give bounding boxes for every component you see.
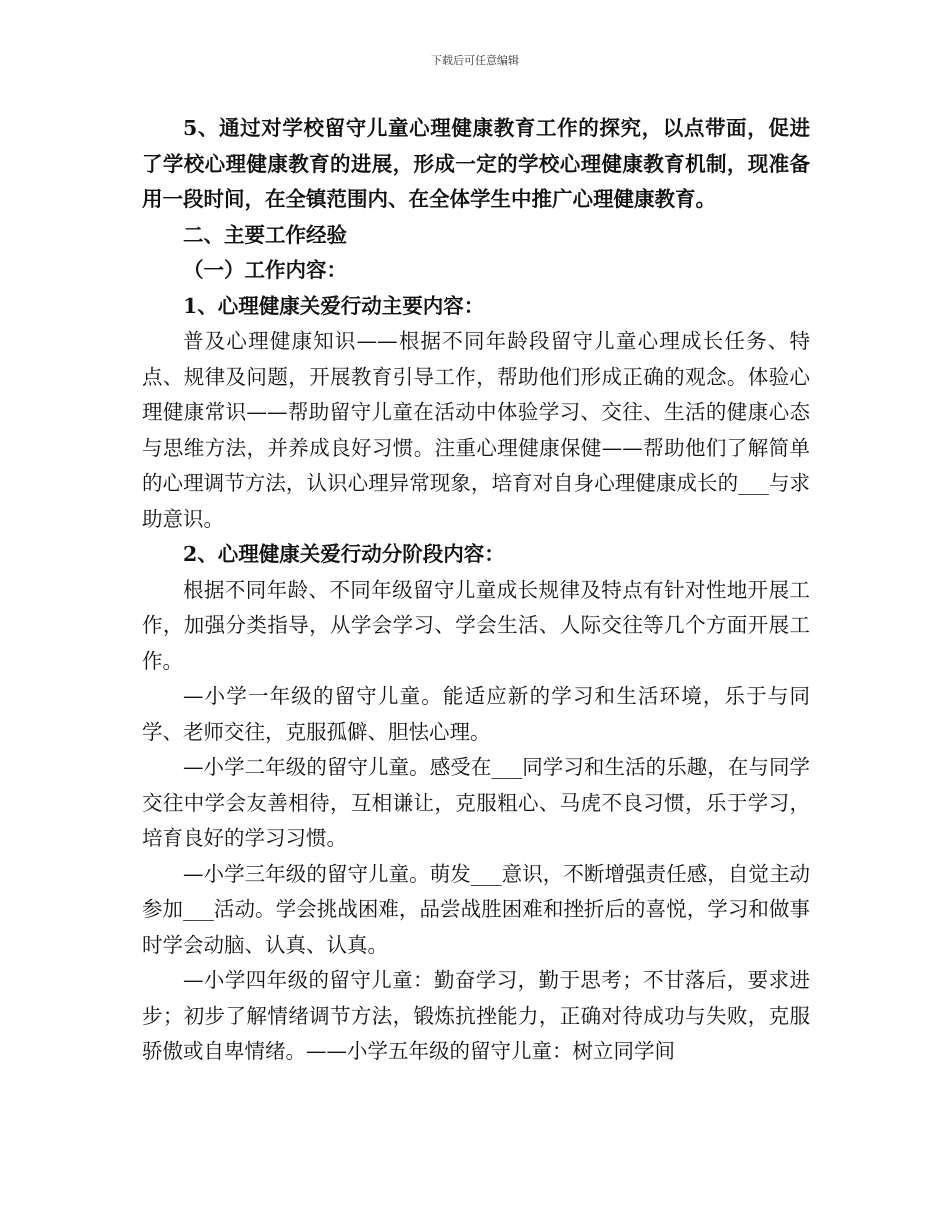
paragraph-knowledge: 普及心理健康知识——根据不同年龄段留守儿童心理成长任务、特点、规律及问题，开展教育引导工作，帮助他们形成正确的观念。体验心理健康常识——帮助留守儿童在活动中体验学习、交往、生活的健康心态与思维方法，并养成良好习惯。注重心理健康保健——帮助他们了解简单的心理调节方法，认识心理异常现象，培育对自身心理健康成长的___与求助意识。 bbox=[142, 329, 810, 531]
document-body bbox=[142, 111, 810, 1070]
paragraph-grade-one: —小学一年级的留守儿童。能适应新的学习和生活环境，乐于与同学、老师交往，克服孤僻、胆怯心理。 bbox=[142, 684, 810, 744]
paragraph-grade-four: —小学四年级的留守儿童：勤奋学习，勤于思考；不甘落后，要求进步；初步了解情绪调节方法，锻炼抗挫能力，正确对待成功与失败，克服骄傲或自卑情绪。——小学五年级的留守儿童：树立同学间 bbox=[142, 968, 810, 1063]
heading-work-content: （一）工作内容： bbox=[183, 258, 347, 282]
paragraph-stage-intro: 根据不同年龄、不同年级留守儿童成长规律及特点有针对性地开展工作，加强分类指导，从学会学习、学会生活、人际交往等几个方面开展工作。 bbox=[142, 577, 810, 673]
paragraph-promotion: 5、通过对学校留守儿童心理健康教育工作的探究，以点带面，促进了学校心理健康教育的进展，形成一定的学校心理健康教育机制，现准备用一段时间，在全镇范围内、在全体学生中推广心理健康教育。 bbox=[142, 116, 810, 211]
page-header: 下载后可任意编辑 bbox=[431, 54, 519, 67]
heading-main-experience: 二、主要工作经验 bbox=[183, 222, 347, 247]
heading-stage-content: 2、心理健康关爱行动分阶段内容： bbox=[183, 542, 505, 566]
heading-main-content: 1、心理健康关爱行动主要内容： bbox=[183, 293, 485, 318]
paragraph-grade-three: —小学三年级的留守儿童。萌发___意识，不断增强责任感，自觉主动参加___活动。学会挑战困难，品尝战胜困难和挫折后的喜悦，学习和做事时学会动脑、认真、认真。 bbox=[142, 861, 810, 957]
paragraph-grade-two: —小学二年级的留守儿童。感受在___同学习和生活的乐趣，在与同学交往中学会友善相待，互相谦让，克服粗心、马虎不良习惯，乐于学习，培育良好的学习习惯。 bbox=[142, 755, 810, 850]
